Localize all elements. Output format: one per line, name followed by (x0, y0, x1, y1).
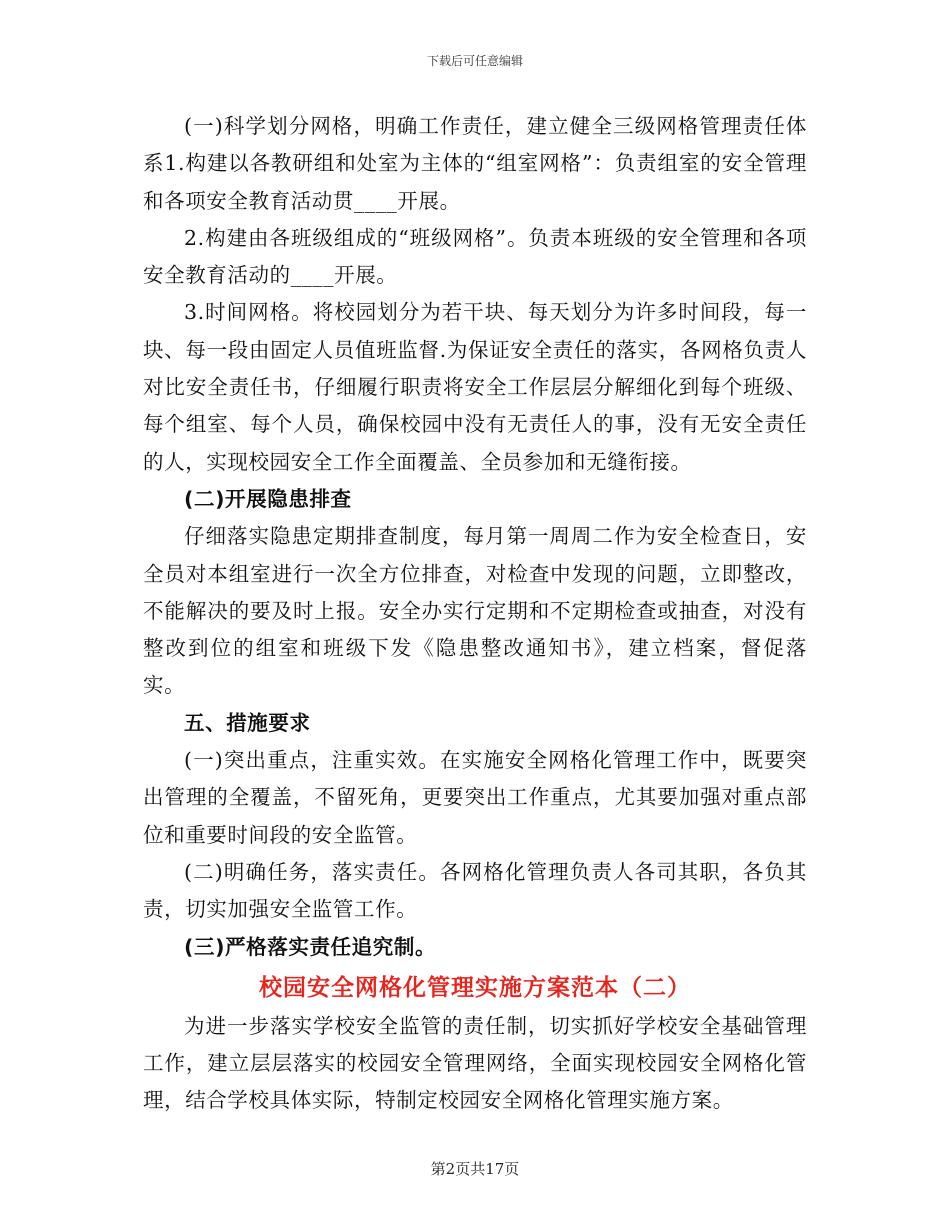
page-header: 下载后可任意编辑 (426, 54, 523, 68)
paragraph-grid-division: (一)科学划分网格，明确工作责任，建立健全三级网格管理责任体系1.构建以各教研组和处室为主体的“组室网格”：负责组室的安全管理和各项安全教育活动贯____开展。 (143, 114, 807, 213)
paragraph-intro: 为进一步落实学校安全监管的责任制，切实抓好学校安全基础管理工作，建立层层落实的校园安全管理网络，全面实现校园安全网格化管理，结合学校具体实际，特制定校园安全网格化管理实施方案。 (143, 1013, 807, 1113)
paragraph-hazard-inspection: 仔细落实隐患定期排查制度，每月第一周周二作为安全检查日，安全员对本组室进行一次全方位排查，对检查中发现的问题，立即整改，不能解决的要及时上报。安全办实行定期和不定期检查或抽查，对没有整改到位的组室和班级下发《隐患整改通知书》，建立档案，督促落实。 (143, 524, 807, 698)
document-body (143, 108, 807, 1120)
paragraph-focus-priorities: (一)突出重点，注重实效。在实施安全网格化管理工作中，既要突出管理的全覆盖，不留死角，更要突出工作重点，尤其要加强对重点部位和重要时间段的安全监管。 (143, 748, 807, 847)
paragraph-class-grid: 2.构建由各班级组成的“班级网格”。负责本班级的安全管理和各项安全教育活动的____开展。 (143, 225, 807, 288)
paragraph-clarify-tasks: (二)明确任务，落实责任。各网格化管理负责人各司其职，各负其责，切实加强安全监管工作。 (143, 859, 807, 922)
page-number: 第2页共17页 (430, 1160, 520, 1178)
paragraph-time-grid: 3.时间网格。将校园划分为若干块、每天划分为许多时间段，每一块、每一段由固定人员值班监督.为保证安全责任的落实，各网格负责人对比安全责任书，仔细履行职责将安全工作层层分解细化到每个班级、每个组室、每个人员，确保校园中没有无责任人的事，没有无安全责任的人，实现校园安全工作全面覆盖、全员参加和无缝衔接。 (143, 300, 807, 474)
heading-measures: 五、措施要求 (184, 710, 311, 735)
heading-hazard-inspection: (二)开展隐患排查 (184, 486, 352, 511)
section-title: 校园安全网格化管理实施方案范本（二） (259, 974, 691, 1001)
heading-accountability: (三)严格落实责任追究制。 (184, 934, 437, 959)
